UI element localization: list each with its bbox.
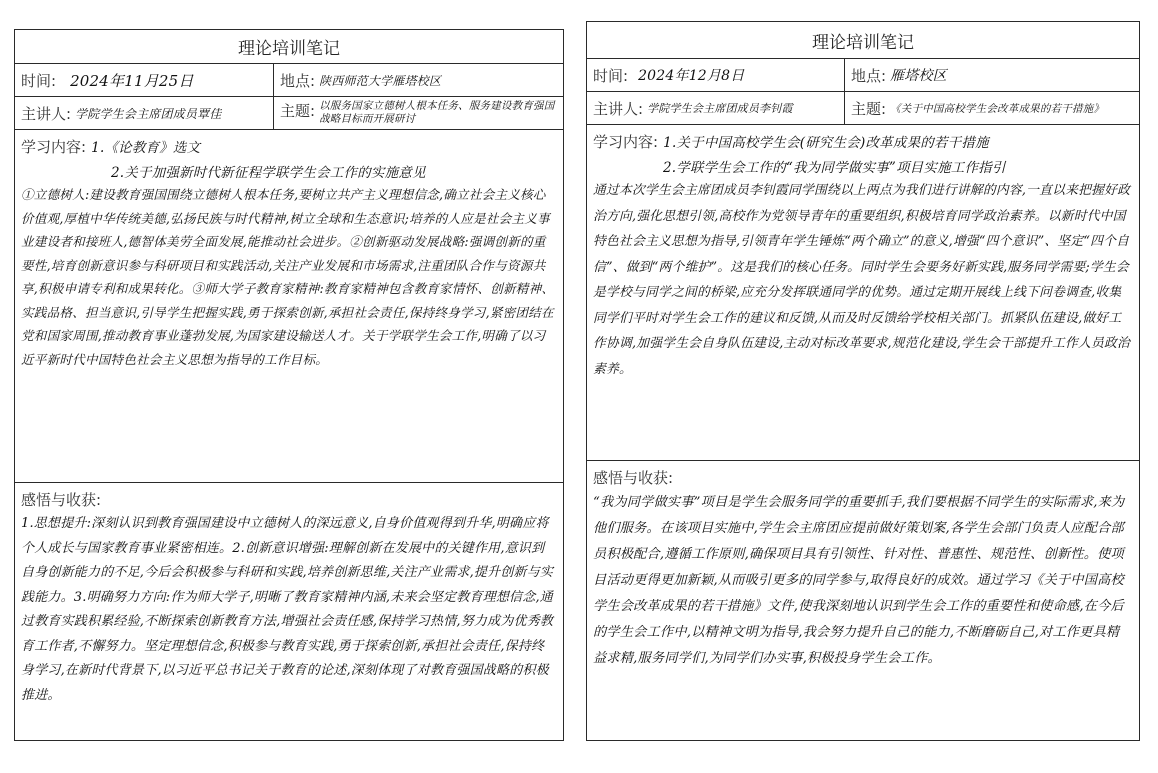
harvest-label: 感悟与收获: — [593, 469, 674, 487]
info-row-host — [587, 92, 1139, 125]
info-row-host — [15, 97, 563, 130]
study-body: ①立德树人:建设教育强国围绕立德树人根本任务,要树立共产主义理想信念,确立社会主义核心价值观,厚植中华传统美德,弘扬民族与时代精神,树立全球和生态意识;培养的人应是社会主义事业建设者和接班人,德智体美劳全面发展,能推动社会进步。②创新驱动发展战略:强调创新的重要性,培育创新意识参与科研项目和实践活动,关注产业发展和市场需求,注重团队合作与资源共享,积极申请专利和成果转化。③师大学子教育家精神:教育家精神包含教育家情怀、创新精神、实践品格、担当意识,引导学生把握实践,勇于探索创新,承担社会责任,保持终身学习,紧密团结在党和国家周围,推动教育事业蓬勃发展,为国家建设输送人才。关于学联学生会工作,明确了以习近平新时代中国特色社会主义思想为指导的工作目标。 — [21, 187, 555, 367]
place-label: 地点: — [280, 71, 316, 90]
theme-cell — [273, 97, 563, 129]
time-label: 时间: — [593, 66, 629, 85]
study-topic-2: 2.关于加强新时代新征程学联学生会工作的实施意见 — [111, 165, 426, 181]
time-value: 2024年12月8日 — [638, 68, 745, 84]
study-section — [587, 125, 1139, 461]
harvest-section — [587, 461, 1139, 741]
host-cell — [587, 92, 844, 124]
theme-value: 以服务国家立德树人根本任务、服务建设教育强国战略目标而开展研讨 — [319, 100, 555, 125]
time-value: 2024年11月25日 — [70, 71, 194, 90]
host-label: 主讲人: — [21, 104, 72, 123]
theme-label: 主题: — [280, 102, 316, 120]
host-value: 学院学生会主席团成员覃佳 — [75, 106, 222, 121]
study-body: 通过本次学生会主席团成员李钊霞同学围绕以上两点为我们进行讲解的内容,一直以来把握好政治方向,强化思想引领,高校作为党领导青年的重要组织,积极培育同学政治素养。以新时代中国特色社会主义思想为指导,引领青年学生锤炼“两个确立”的意义,增强“四个意识”、坚定“四个自信”、做到“两个维护”。这是我们的核心任务。同时学生会要务好新实践,服务同学需要;学生会是学校与同学之间的桥梁,应充分发挥联通同学的优势。通过定期开展线上线下问卷调查,收集同学们平时对学生会工作的建议和反馈,从而及时反馈给学校相关部门。抓紧队伍建设,做好工作协调,加强学生会自身队伍建设,主动对标改革要求,规范化建设,学生会干部提升工作人员政治素养。 — [593, 183, 1131, 377]
place-label: 地点: — [851, 66, 887, 85]
host-cell — [15, 97, 273, 129]
place-cell — [273, 64, 563, 96]
study-topic-1: 1.《论教育》选文 — [91, 140, 201, 156]
place-value: 陕西师范大学雁塔校区 — [319, 73, 442, 88]
time-cell — [587, 59, 844, 91]
place-value: 雁塔校区 — [890, 68, 947, 84]
theme-cell — [844, 92, 1139, 124]
study-label: 学习内容: — [21, 138, 87, 156]
place-cell — [844, 59, 1139, 91]
harvest-body: 1.思想提升:深刻认识到教育强国建设中立德树人的深远意义,自身价值观得到升华,明确应将个人成长与国家教育事业紧密相连。2.创新意识增强:理解创新在发展中的关键作用,意识到自身创新能力的不足,今后会积极参与科研和实践,培养创新思维,关注产业需求,提升创新与实践能力。3.明确努力方向:作为师大学子,明晰了教育家精神内涵,未来会坚定教育理想信念,通过教育实践积累经验,不断探索创新教育方法,增强社会责任感,保持学习热情,努力成为优秀教育工作者,不懈努力。坚定理想信念,积极参与教育实践,勇于探索创新,承担社会责任,保持终身学习,在新时代背景下,以习近平总书记关于教育的论述,深刻体现了对教育强国战略的积极推进。 — [21, 516, 554, 703]
time-label: 时间: — [21, 71, 57, 90]
theme-value: 《关于中国高校学生会改革成果的若干措施》 — [890, 102, 1105, 115]
study-label: 学习内容: — [593, 133, 659, 151]
study-section — [15, 130, 563, 483]
note-sheet-left — [14, 29, 564, 741]
host-label: 主讲人: — [593, 99, 644, 118]
harvest-section — [15, 483, 563, 773]
theme-label: 主题: — [851, 99, 887, 118]
harvest-body: “我为同学做实事”项目是学生会服务同学的重要抓手,我们要根据不同学生的实际需求,来为他们服务。在该项目实施中,学生会主席团应提前做好策划案,各学生会部门负责人应配合部员积极配合,遵循工作原则,确保项目具有引领性、针对性、普惠性、规范性、创新性。使项目活动更得更加新颖,从而吸引更多的同学参与,取得良好的成效。通过学习《关于中国高校学生会改革成果的若干措施》文件,使我深刻地认识到学生会工作的重要性和使命感,在今后的学生会工作中,以精神文明为指导,我会努力提升自己的能力,不断磨砺自己,对工作更具精益求精,服务同学们,为同学们办实事,积极投身学生会工作。 — [593, 495, 1125, 666]
info-row-time — [587, 59, 1139, 92]
harvest-label: 感悟与收获: — [21, 491, 102, 509]
study-topic-2: 2.学联学生会工作的“我为同学做实事”项目实施工作指引 — [663, 160, 1006, 176]
time-cell — [15, 64, 273, 96]
sheet-title: 理论培训笔记 — [15, 30, 563, 64]
note-sheet-right — [586, 21, 1140, 741]
sheet-title: 理论培训笔记 — [587, 22, 1139, 59]
study-topic-1: 1.关于中国高校学生会(研究生会)改革成果的若干措施 — [663, 135, 989, 151]
host-value: 学院学生会主席团成员李钊霞 — [647, 102, 793, 115]
info-row-time — [15, 64, 563, 97]
